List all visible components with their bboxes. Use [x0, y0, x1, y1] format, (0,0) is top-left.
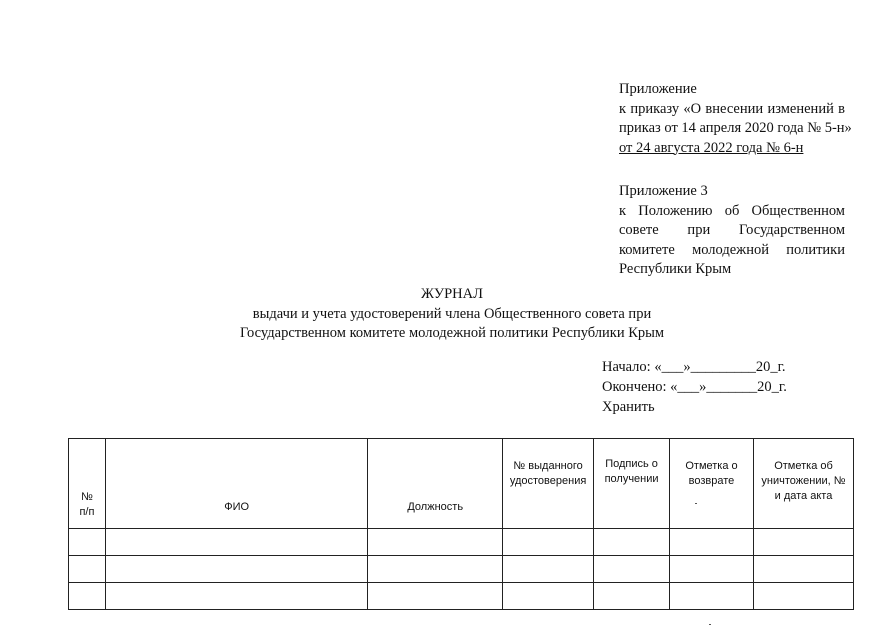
journal-title-subtitle: выдачи и учета удостоверений члена Общественного совета при — [252, 305, 652, 322]
appendix-amendment-line: от 24 августа 2022 года № 6-н — [619, 139, 804, 156]
journal-title — [190, 285, 714, 344]
table-cell — [753, 529, 853, 556]
journal-title-subtitle: Государственном комитете молодежной политики Республики Крым — [239, 325, 665, 341]
journal-dates — [602, 357, 787, 417]
appendix-amendment-line: приказ от 14 апреля 2020 года № 5-н» — [619, 120, 852, 136]
table-cell — [69, 583, 106, 610]
table-header-row — [69, 439, 854, 529]
journal-start-date: Начало: «___»_________20_г. — [602, 359, 786, 375]
appendix-amendment-line: Приложение — [619, 81, 697, 97]
table-cell — [594, 529, 670, 556]
table-cell — [105, 583, 367, 610]
appendix-amendment-line: к приказу «О внесении изменений в — [619, 100, 845, 117]
column-header-label: Должность — [407, 501, 464, 513]
appendix-3-line: Приложение 3 — [619, 183, 708, 199]
appendix-3-line: комитете молодежной политики — [619, 241, 845, 258]
scan-speck — [695, 503, 697, 504]
column-header-label: № выданного удостоверения — [509, 460, 587, 487]
table-cell — [105, 529, 367, 556]
table-cell — [503, 583, 594, 610]
table-cell — [69, 556, 106, 583]
table-cell — [503, 529, 594, 556]
table-cell — [105, 556, 367, 583]
journal-end-date: Окончено: «___»_______20_г. — [602, 379, 787, 395]
column-header-number — [69, 439, 106, 529]
journal-keep-label: Хранить — [602, 399, 655, 415]
journal-title-heading: ЖУРНАЛ — [421, 286, 483, 302]
column-header-return-mark — [670, 439, 754, 529]
scan-speck — [709, 624, 711, 625]
appendix-3-line: совете при Государственном — [619, 222, 845, 238]
table-cell — [753, 556, 853, 583]
table-cell — [594, 583, 670, 610]
column-header-label: ФИО — [224, 501, 250, 513]
table-row — [69, 583, 854, 610]
table-cell — [69, 529, 106, 556]
table-cell — [670, 583, 754, 610]
column-header-label: Подпись о получении — [604, 458, 659, 485]
journal-table — [68, 438, 854, 610]
table-row — [69, 529, 854, 556]
column-header-receipt-signature — [594, 439, 670, 529]
table-cell — [670, 556, 754, 583]
table-cell — [670, 529, 754, 556]
appendix-3-line: Республики Крым — [619, 261, 732, 277]
table-row — [69, 556, 854, 583]
column-header-label: Отметка о возврате — [685, 460, 738, 487]
table-cell — [503, 556, 594, 583]
appendix-3-line: к Положению об Общественном — [619, 202, 845, 219]
appendix-3-block — [619, 182, 845, 280]
table-cell — [368, 583, 503, 610]
table-cell — [594, 556, 670, 583]
column-header-label: Отметка об уничтожении, № и дата акта — [761, 460, 846, 502]
column-header-position — [368, 439, 503, 529]
table-cell — [753, 583, 853, 610]
column-header-destruction-mark — [753, 439, 853, 529]
appendix-amendment-block — [619, 80, 852, 158]
column-header-label: № п/п — [79, 491, 95, 518]
table-cell — [368, 556, 503, 583]
column-header-fio — [105, 439, 367, 529]
column-header-certificate-number — [503, 439, 594, 529]
table-cell — [368, 529, 503, 556]
